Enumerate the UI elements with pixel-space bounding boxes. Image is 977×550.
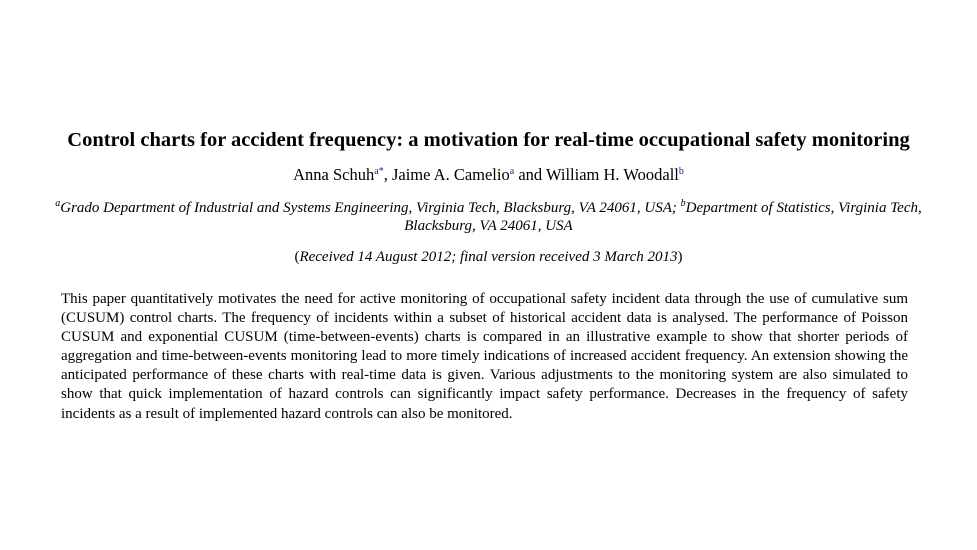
author-name: Anna Schuh bbox=[293, 165, 375, 184]
author-name: William H. Woodall bbox=[545, 165, 679, 184]
affiliation-marker[interactable]: a bbox=[509, 166, 515, 177]
affiliation-b: Department of Statistics, Virginia Tech, Blacksburg, VA 24061, USA bbox=[404, 200, 922, 234]
author-separator: and bbox=[514, 165, 546, 184]
affiliation-a-marker: a bbox=[55, 198, 61, 209]
affiliation-marker[interactable]: a bbox=[374, 166, 379, 177]
received-text: Received 14 August 2012; final version received 3 March 2013 bbox=[299, 249, 678, 265]
author-separator: , bbox=[383, 165, 392, 184]
affiliation-marker[interactable]: b bbox=[678, 166, 684, 177]
abstract: This paper quantitatively motivates the need for active monitoring of occupational safety incident data through the use of cumulative sum (CUSUM) control charts. The frequency of incidents within a subset of historical accident data is analysed. The performance of Poisson CUSUM and exponential CUSUM (time-between-events) charts is compared in an illustrative example to show that shorter periods of aggregation and time-between-events monitoring lead to more timely indications of increased accident frequency. An extension showing the anticipated performance of these charts with real-time data is given. Various adjustments to the monitoring system are also simulated to show that quick implementation of hazard controls can significantly impact safety performance. Decreases in the frequency of safety incidents as a result of implemented hazard controls can also be monitored. bbox=[61, 291, 908, 422]
corresponding-author-marker[interactable]: * bbox=[378, 166, 384, 177]
author-name: Jaime A. Camelio bbox=[391, 165, 510, 184]
affiliations bbox=[30, 199, 947, 235]
received-dates: (Received 14 August 2012; final version received 3 March 2013) bbox=[294, 249, 683, 265]
affiliation-a: Grado Department of Industrial and Systems Engineering, Virginia Tech, Blacksburg, VA 24061, USA; bbox=[60, 200, 681, 216]
affiliation-b-marker: b bbox=[680, 198, 686, 209]
author-list bbox=[0, 164, 977, 186]
paper-title: Control charts for accident frequency: a motivation for real-time occupational safety monitoring bbox=[67, 129, 910, 151]
